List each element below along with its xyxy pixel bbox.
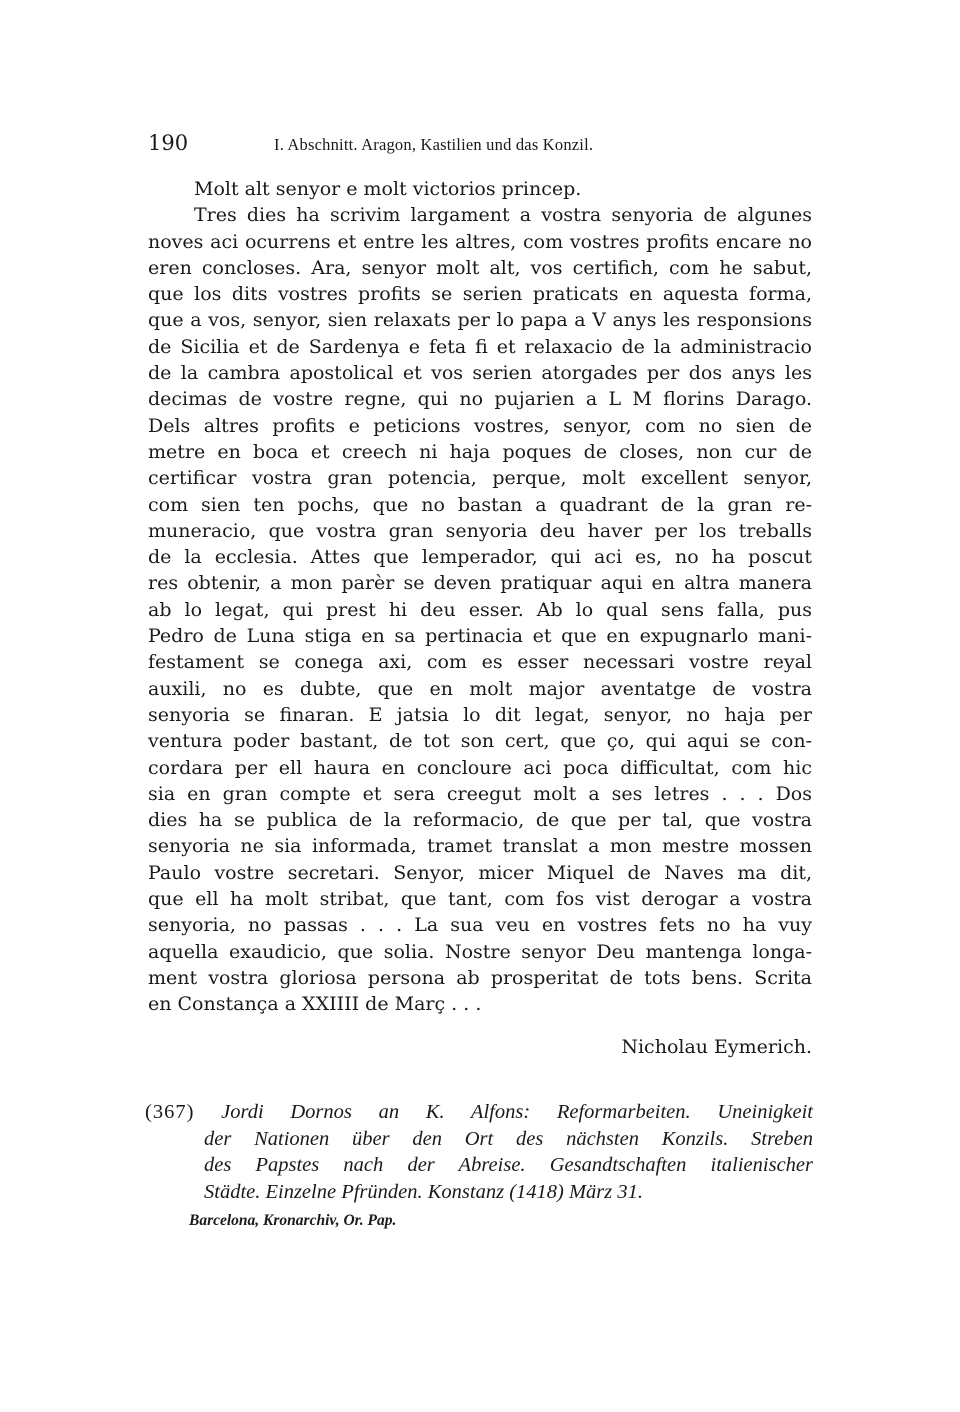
text-line: que a vos, senyor, sien relaxats per lo papa a V anys les responsions xyxy=(148,309,812,332)
text-line: noves aci ocurrens et entre les altres, com vostres profits encare no xyxy=(148,230,812,253)
text-line: Dels altres profits e peticions vostres, senyor, com no sien de xyxy=(148,414,812,437)
entry-heading-line: des Papstes nach der Abreise. Gesandtschaften italienischer xyxy=(204,1154,813,1176)
text-line: aquella exaudicio, que solia. Nostre senyor Deu mantenga longa- xyxy=(148,940,812,963)
document-entry-heading xyxy=(145,1099,813,1205)
running-head: I. Abschnitt. Aragon, Kastilien und das Konzil. xyxy=(274,135,594,154)
text-line: de la cambra apostolical et vos serien atorgades per dos anys les xyxy=(148,362,812,385)
page-number: 190 xyxy=(148,131,189,155)
text-line: en Constança a XXIIII de Març . . . xyxy=(148,993,482,1016)
text-line: Paulo vostre secretari. Senyor, micer Miquel de Naves ma dit, xyxy=(148,861,812,884)
text-line: ventura poder bastant, de tot son cert, que ço, qui aqui se con- xyxy=(148,730,812,753)
text-line: de la ecclesia. Attes que lemperador, qui aci es, no ha poscut xyxy=(148,546,812,569)
salutation-line: Molt alt senyor e molt victorios princep. xyxy=(194,178,582,200)
text-line: que los dits vostres profits se serien praticats en aquesta forma, xyxy=(148,283,812,306)
signature: Nicholau Eymerich. xyxy=(621,1036,812,1058)
text-line: eren concloses. Ara, senyor molt alt, vos certifich, com he sabut, xyxy=(148,256,812,279)
text-line: ment vostra gloriosa persona ab prosperitat de tots bens. Scrita xyxy=(148,966,812,989)
text-line: senyoria ne sia informada, tramet translat a mon mestre mossen xyxy=(148,835,812,858)
text-line: metre en boca et creech ni haja poques de closes, non cur de xyxy=(148,440,812,463)
text-line: decimas de vostre regne, qui no pujarien a L M florins Darago. xyxy=(148,388,812,411)
text-line: certificar vostra gran potencia, perque, molt excellent senyor, xyxy=(148,467,812,490)
text-line: res obtenir, a mon parèr se deven pratiquar aqui en altra manera xyxy=(148,572,812,595)
text-line: com sien ten pochs, que no bastan a quadrant de la gran re- xyxy=(148,493,812,516)
text-line: Tres dies ha scrivim largament a vostra senyoria de algunes xyxy=(194,204,812,227)
entry-heading-line: der Nationen über den Ort des nächsten Konzils. Streben xyxy=(204,1127,813,1150)
text-line: auxili, no es dubte, que en molt major aventatge de vostra xyxy=(148,677,812,700)
entry-heading-line: Jordi Dornos an K. Alfons: Reformarbeiten. Uneinigkeit xyxy=(221,1101,814,1123)
text-line: sia en gran compte et sera creegut molt a ses letres . . . Dos xyxy=(148,782,812,805)
text-line: senyoria, no passas . . . La sua veu en vostres fets no ha vuy xyxy=(148,914,812,937)
text-line: festament se conega axi, com es esser necessari vostre reyal xyxy=(148,651,812,674)
text-line: Pedro de Luna stiga en sa pertinacia et que en expugnarlo mani- xyxy=(148,625,812,648)
text-line: que ell ha molt stribat, que tant, com fos vist derogar a vostra xyxy=(148,888,812,911)
letter-body xyxy=(148,176,812,1018)
text-line: de Sicilia et de Sardenya e feta fi et relaxacio de la administracio xyxy=(148,335,812,358)
entry-heading-line: Städte. Einzelne Pfründen. Konstanz (1418) März 31. xyxy=(204,1180,644,1203)
text-line: cordara per ell haura en concloure aci poca difficultat, com hic xyxy=(148,756,812,779)
text-line: senyoria se finaran. E jatsia lo dit legat, senyor, no haja per xyxy=(148,703,812,726)
source-citation: Barcelona, Kronarchiv, Or. Pap. xyxy=(189,1212,397,1229)
text-line: dies ha se publica de la reformacio, de que per tal, que vostra xyxy=(148,809,812,832)
entry-number: (367) xyxy=(145,1101,195,1123)
text-line: ab lo legat, qui prest hi deu esser. Ab lo qual sens falla, pus xyxy=(148,598,812,621)
page-header xyxy=(148,131,812,161)
text-line: muneracio, que vostra gran senyoria deu haver per los treballs xyxy=(148,519,812,542)
